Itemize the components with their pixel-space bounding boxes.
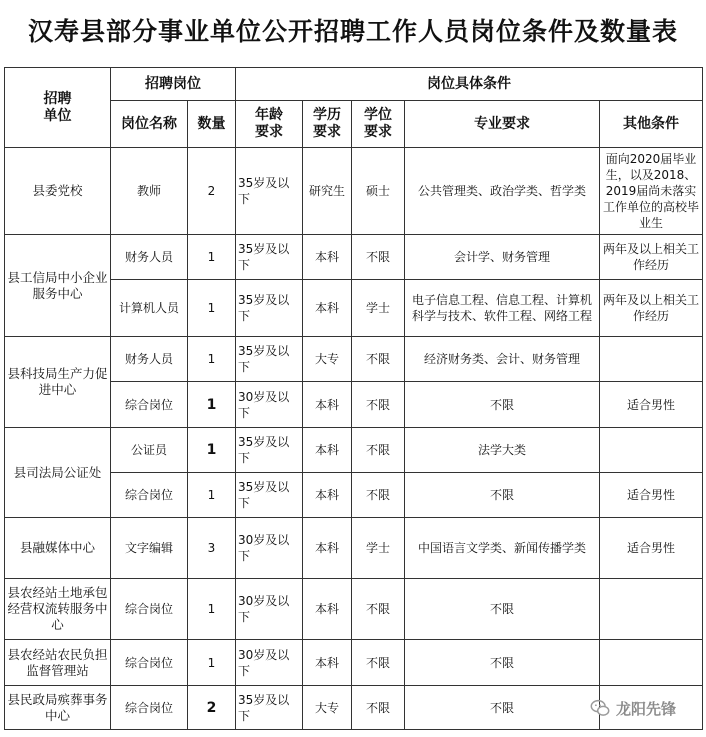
unit-name: 县委党校 <box>5 148 111 235</box>
table-row <box>5 518 703 579</box>
header-degree: 学位 要求 <box>352 101 405 148</box>
major-requirement: 不限 <box>405 640 600 686</box>
unit-name: 县农经站土地承包经营权流转服务中心 <box>5 579 111 640</box>
education-requirement: 研究生 <box>303 148 352 235</box>
age-requirement: 30岁及以下 <box>236 382 303 428</box>
degree-requirement: 不限 <box>352 640 405 686</box>
post-count: 3 <box>188 518 236 579</box>
table-row <box>5 148 703 235</box>
major-requirement: 会计学、财务管理 <box>405 235 600 280</box>
education-requirement: 本科 <box>303 382 352 428</box>
major-requirement: 不限 <box>405 473 600 518</box>
watermark <box>589 694 701 722</box>
degree-requirement: 学士 <box>352 280 405 337</box>
other-condition: 两年及以上相关工作经历 <box>600 235 703 280</box>
other-condition <box>600 337 703 382</box>
other-condition: 两年及以上相关工作经历 <box>600 280 703 337</box>
post-count: 1 <box>188 579 236 640</box>
post-name: 教师 <box>111 148 188 235</box>
post-count: 1 <box>188 473 236 518</box>
unit-name: 县农经站农民负担监督管理站 <box>5 640 111 686</box>
major-requirement: 不限 <box>405 579 600 640</box>
post-name: 综合岗位 <box>111 686 188 730</box>
age-requirement: 35岁及以下 <box>236 337 303 382</box>
header-education: 学历 要求 <box>303 101 352 148</box>
unit-name: 县司法局公证处 <box>5 428 111 518</box>
degree-requirement: 学士 <box>352 518 405 579</box>
age-requirement: 35岁及以下 <box>236 428 303 473</box>
major-requirement: 公共管理类、政治学类、哲学类 <box>405 148 600 235</box>
recruitment-table <box>4 67 703 730</box>
age-requirement: 35岁及以下 <box>236 148 303 235</box>
header-post-name: 岗位名称 <box>111 101 188 148</box>
degree-requirement: 不限 <box>352 686 405 730</box>
age-requirement: 30岁及以下 <box>236 640 303 686</box>
education-requirement: 本科 <box>303 428 352 473</box>
post-name: 财务人员 <box>111 337 188 382</box>
post-name: 综合岗位 <box>111 382 188 428</box>
age-requirement: 30岁及以下 <box>236 518 303 579</box>
other-condition: 适合男性 <box>600 518 703 579</box>
degree-requirement: 不限 <box>352 235 405 280</box>
table-row <box>5 640 703 686</box>
degree-requirement: 不限 <box>352 473 405 518</box>
header-count: 数量 <box>188 101 236 148</box>
education-requirement: 本科 <box>303 518 352 579</box>
unit-name: 县民政局殡葬事务中心 <box>5 686 111 730</box>
post-name: 财务人员 <box>111 235 188 280</box>
post-name: 公证员 <box>111 428 188 473</box>
other-condition: 适合男性 <box>600 473 703 518</box>
other-condition <box>600 579 703 640</box>
header-unit: 招聘 单位 <box>5 68 111 148</box>
post-count: 1 <box>188 235 236 280</box>
wechat-icon <box>589 697 611 719</box>
post-name: 综合岗位 <box>111 579 188 640</box>
degree-requirement: 不限 <box>352 428 405 473</box>
table-row <box>5 579 703 640</box>
unit-name: 县工信局中小企业服务中心 <box>5 235 111 337</box>
major-requirement: 经济财务类、会计、财务管理 <box>405 337 600 382</box>
unit-name: 县融媒体中心 <box>5 518 111 579</box>
unit-name: 县科技局生产力促进中心 <box>5 337 111 428</box>
table-row <box>5 235 703 280</box>
other-condition <box>600 428 703 473</box>
degree-requirement: 不限 <box>352 337 405 382</box>
education-requirement: 大专 <box>303 686 352 730</box>
education-requirement: 本科 <box>303 280 352 337</box>
post-count: 1 <box>188 337 236 382</box>
header-other: 其他条件 <box>600 101 703 148</box>
age-requirement: 35岁及以下 <box>236 473 303 518</box>
degree-requirement: 硕士 <box>352 148 405 235</box>
header-age: 年龄 要求 <box>236 101 303 148</box>
other-condition <box>600 640 703 686</box>
post-count: 2 <box>188 686 236 730</box>
major-requirement: 电子信息工程、信息工程、计算机科学与技术、软件工程、网络工程 <box>405 280 600 337</box>
post-name: 综合岗位 <box>111 640 188 686</box>
age-requirement: 35岁及以下 <box>236 280 303 337</box>
age-requirement: 35岁及以下 <box>236 235 303 280</box>
major-requirement: 中国语言文学类、新闻传播学类 <box>405 518 600 579</box>
post-name: 计算机人员 <box>111 280 188 337</box>
header-post-group: 招聘岗位 <box>111 68 236 101</box>
major-requirement: 不限 <box>405 382 600 428</box>
watermark-text: 龙阳先锋 <box>616 699 677 718</box>
education-requirement: 本科 <box>303 640 352 686</box>
post-name: 综合岗位 <box>111 473 188 518</box>
page-title: 汉寿县部分事业单位公开招聘工作人员岗位条件及数量表 <box>27 17 678 46</box>
education-requirement: 本科 <box>303 579 352 640</box>
post-count: 1 <box>188 640 236 686</box>
table-row <box>5 428 703 473</box>
major-requirement: 法学大类 <box>405 428 600 473</box>
degree-requirement: 不限 <box>352 579 405 640</box>
other-condition: 面向2020届毕业生，以及2018、2019届尚未落实工作单位的高校毕业生 <box>600 148 703 235</box>
education-requirement: 本科 <box>303 473 352 518</box>
age-requirement: 30岁及以下 <box>236 579 303 640</box>
education-requirement: 本科 <box>303 235 352 280</box>
table-row <box>5 337 703 382</box>
header-major: 专业要求 <box>405 101 600 148</box>
other-condition: 适合男性 <box>600 382 703 428</box>
major-requirement: 不限 <box>405 686 600 730</box>
post-count: 2 <box>188 148 236 235</box>
post-count: 1 <box>188 428 236 473</box>
post-name: 文字编辑 <box>111 518 188 579</box>
header-condition-group: 岗位具体条件 <box>236 68 703 101</box>
post-count: 1 <box>188 280 236 337</box>
post-count: 1 <box>188 382 236 428</box>
education-requirement: 大专 <box>303 337 352 382</box>
degree-requirement: 不限 <box>352 382 405 428</box>
age-requirement: 35岁及以下 <box>236 686 303 730</box>
